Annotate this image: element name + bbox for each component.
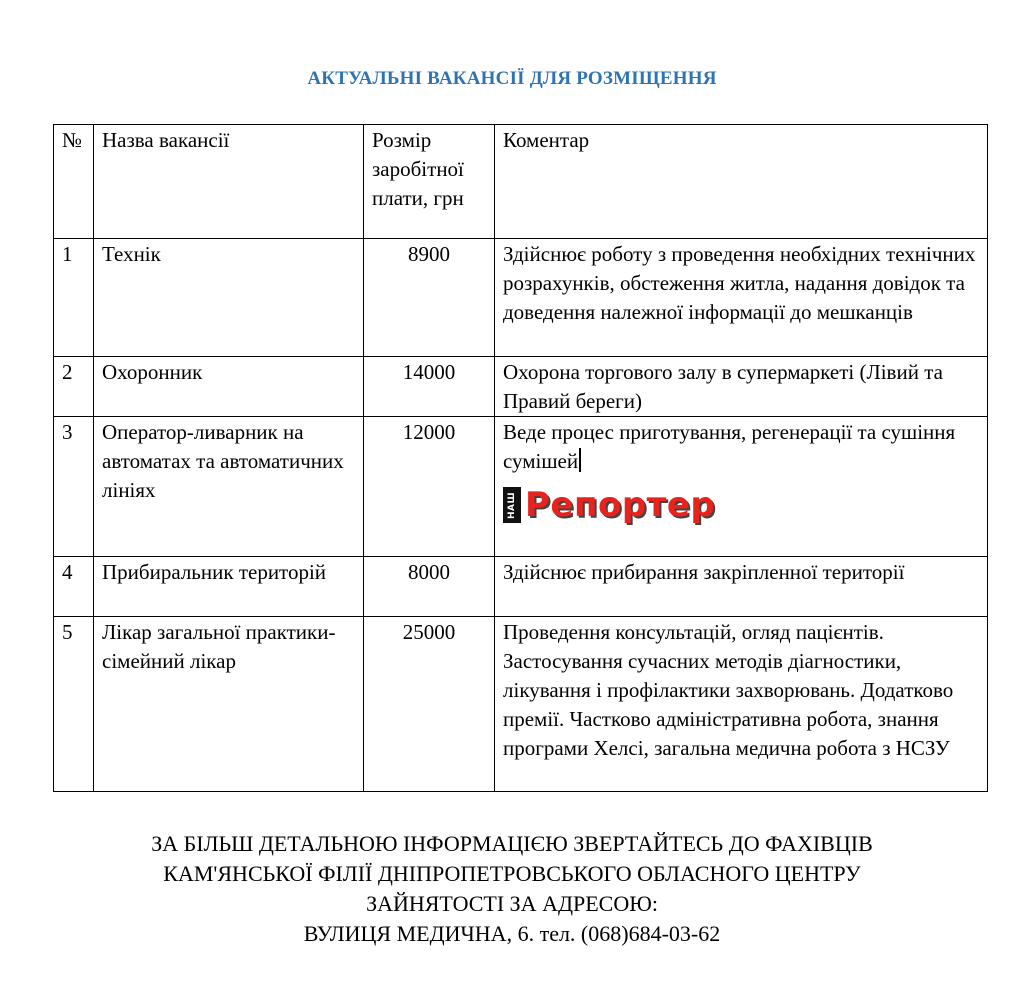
vacancy-comment: Охорона торгового залу в супермаркеті (Лівий та Правий береги) xyxy=(495,357,988,417)
footer-line: ЗАЙНЯТОСТІ ЗА АДРЕСОЮ: xyxy=(366,891,658,916)
salary-value: 8900 xyxy=(364,239,495,357)
vacancy-name: Лікар загальної практики-сімейний лікар xyxy=(94,617,364,792)
table-row xyxy=(54,357,988,417)
text-cursor xyxy=(579,448,581,472)
table-row xyxy=(54,417,988,557)
document-title: АКТУАЛЬНІ ВАКАНСІЇ ДЛЯ РОЗМІЩЕННЯ xyxy=(307,68,717,89)
logo-wordmark: Репортер xyxy=(525,485,716,525)
header-salary: Розмір заробітної плати, грн xyxy=(364,125,495,239)
vacancy-name: Охоронник xyxy=(94,357,364,417)
contact-footer xyxy=(0,829,1024,949)
vacancy-comment: Проведення консультацій, огляд пацієнтів. Застосування сучасних методів діагностики, лікування і профілактики захворювань. Додатково премії. Частково адміністративна робота, знання програми Хелсі, загальна медична робота з НСЗУ xyxy=(495,617,988,792)
vacancy-name: Оператор-ливарник на автоматах та автоматичних лініях xyxy=(94,417,364,557)
footer-line: ЗА БІЛЬШ ДЕТАЛЬНОЮ ІНФОРМАЦІЄЮ ЗВЕРТАЙТЕСЬ ДО ФАХІВЦІВ xyxy=(151,831,873,856)
header-comment: Коментар xyxy=(495,125,988,239)
header-vacancy-name: Назва вакансії xyxy=(94,125,364,239)
table-row xyxy=(54,557,988,617)
table-row xyxy=(54,617,988,792)
vacancy-comment: Здійснює роботу з проведення необхідних технічних розрахунків, обстеження житла, надання довідок та доведення належної інформації до мешканців xyxy=(495,239,988,357)
vacancy-comment-cell xyxy=(495,417,988,557)
reporter-watermark-logo xyxy=(503,482,979,528)
footer-line: КАМ'ЯНСЬКОЇ ФІЛІЇ ДНІПРОПЕТРОВСЬКОГО ОБЛАСНОГО ЦЕНТРУ xyxy=(163,861,861,886)
logo-side-label: НАШ xyxy=(503,487,521,523)
salary-value: 25000 xyxy=(364,617,495,792)
header-number: № xyxy=(54,125,94,239)
salary-value: 8000 xyxy=(364,557,495,617)
salary-value: 14000 xyxy=(364,357,495,417)
row-number: 3 xyxy=(54,417,94,557)
footer-address-phone: ВУЛИЦЯ МЕДИЧНА, 6. тел. (068)684-03-62 xyxy=(303,921,721,946)
row-number: 2 xyxy=(54,357,94,417)
row-number: 4 xyxy=(54,557,94,617)
table-header-row xyxy=(54,125,988,239)
vacancy-comment: Здійснює прибирання закріпленної території xyxy=(495,557,988,617)
table-row xyxy=(54,239,988,357)
vacancy-name: Прибиральник територій xyxy=(94,557,364,617)
vacancy-name: Технік xyxy=(94,239,364,357)
vacancies-table xyxy=(53,124,988,792)
row-number: 5 xyxy=(54,617,94,792)
row-number: 1 xyxy=(54,239,94,357)
vacancy-comment: Веде процес приготування, регенерації та сушіння сумішей xyxy=(503,420,956,473)
salary-value: 12000 xyxy=(364,417,495,557)
